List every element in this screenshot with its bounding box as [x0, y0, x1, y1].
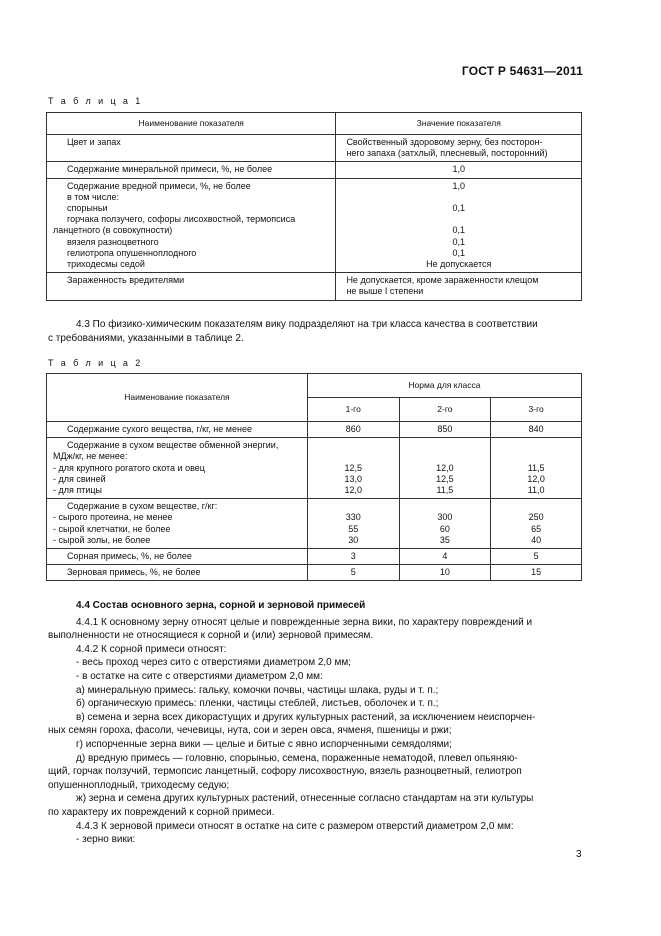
table1-row	[47, 273, 582, 300]
cell-line: 15	[531, 567, 542, 578]
paragraph-line: 4.3 По физико-химическим показателям вику подразделяют на три класса качества в соответствии	[76, 319, 538, 330]
cell-line: Содержание вредной примеси, %, не более	[67, 180, 251, 191]
cell-line	[406, 451, 485, 462]
cell-line: 1,0	[452, 164, 465, 175]
table2-header-group: Норма для класса	[307, 374, 581, 398]
table1-header-name: Наименование показателя	[47, 113, 336, 135]
cell-line: него запаха (затхлый, плесневый, посторонний)	[346, 148, 548, 159]
cell-line: 11,0	[527, 485, 545, 496]
cell-line: не выше I степени	[346, 286, 424, 297]
page-number: 3	[576, 849, 582, 860]
cell-line: Содержание в сухом веществе, г/кг:	[67, 501, 218, 512]
table2-header-name: Наименование показателя	[47, 374, 308, 422]
cell-line	[342, 214, 575, 225]
cell-line: 12,0	[527, 473, 545, 484]
table2-row	[47, 499, 582, 549]
section-line: 4.4.2 К сорной примеси относят:	[76, 643, 227, 655]
cell-line: 5	[350, 567, 356, 578]
cell-line	[497, 501, 575, 512]
table2-row	[47, 422, 582, 438]
table2-cell-name	[47, 438, 308, 499]
cell-line: 35	[439, 534, 450, 545]
section-line: 4.4.3 К зерновой примеси относят в остатке на сите с размером отверстий диаметром 2,0 мм:	[76, 820, 514, 832]
cell-line: 5	[533, 551, 539, 562]
cell-line: Сорная примесь, %, не более	[67, 551, 192, 562]
paragraph-line: с требованиями, указанными в таблице 2.	[48, 332, 244, 344]
table2-cell-class-3	[491, 499, 582, 549]
cell-line: 330	[345, 512, 361, 523]
cell-line: 860	[345, 424, 361, 434]
document-id: ГОСТ Р 54631—2011	[461, 64, 583, 78]
cell-line: 840	[528, 424, 544, 434]
cell-line: 1,0	[452, 180, 465, 191]
cell-line: 0,1	[452, 225, 465, 236]
cell-line: Содержание сухого вещества, г/кг, не менее	[67, 424, 252, 434]
cell-line	[406, 440, 485, 451]
section-line: щий, горчак ползучий, термопсис ланцетный, софору лисохвостную, вязель разноцветный, гелиотроп	[48, 766, 522, 778]
cell-line: 0,1	[452, 236, 465, 247]
table1-cell-name	[47, 273, 336, 300]
cell-line: 12,5	[344, 462, 362, 473]
cell-line: 250	[528, 512, 544, 523]
table2-cell-class-2	[399, 422, 491, 438]
cell-line: 12,0	[344, 485, 362, 496]
cell-line: 12,0	[436, 462, 454, 473]
table2-header-class-3: 3-го	[491, 398, 582, 422]
cell-line: Зараженность вредителями	[67, 275, 185, 286]
cell-line: Зерновая примесь, %, не более	[67, 567, 201, 578]
table2-row	[47, 565, 582, 581]
table2-cell-name	[47, 499, 308, 549]
cell-line: Не допускается, кроме зараженности клещом	[346, 275, 539, 286]
cell-line: ланцетного (в совокупности)	[53, 225, 173, 236]
section-line: д) вредную примесь — головню, спорынью, семена, пораженные нематодой, плевел опьяняю-	[76, 752, 518, 764]
cell-line	[406, 501, 485, 512]
table1-caption: Т а б л и ц а 1	[48, 96, 143, 106]
cell-line: вязеля разноцветного	[67, 236, 159, 247]
table2-cell-class-2	[399, 565, 491, 581]
table2-cell-class-1	[307, 438, 399, 499]
cell-line	[314, 440, 393, 451]
table1-row	[47, 135, 582, 162]
cell-line: - для птицы	[53, 485, 103, 496]
cell-line: - сырого протеина, не менее	[53, 512, 173, 523]
cell-line: 40	[531, 534, 542, 545]
cell-line: Содержание в сухом веществе обменной энергии,	[67, 440, 279, 451]
section-line: опушенноплодный, триходесму седую;	[48, 779, 230, 791]
cell-line: 850	[437, 424, 453, 434]
cell-line: 11,5	[527, 462, 545, 473]
section-line: 4.4.1 К основному зерну относят целые и поврежденные зерна вики, по характеру повреждений и	[76, 616, 533, 628]
cell-line: Цвет и запах	[67, 137, 121, 147]
table2-cell-class-3	[491, 422, 582, 438]
cell-line	[497, 440, 575, 451]
table2-cell-class-3	[491, 565, 582, 581]
table2-header-class-2: 2-го	[399, 398, 491, 422]
cell-line: Содержание минеральной примеси, %, не более	[67, 164, 273, 175]
table1-row	[47, 178, 582, 273]
cell-line: 300	[437, 512, 453, 523]
cell-line: 3	[350, 551, 356, 562]
table2	[46, 373, 582, 581]
table2-cell-class-3	[491, 438, 582, 499]
paragraph-4-3	[48, 318, 582, 345]
cell-line: 0,1	[452, 247, 465, 258]
cell-line: 55	[348, 523, 359, 534]
cell-line: 60	[439, 523, 450, 534]
table1-cell-value	[336, 178, 582, 273]
table1-cell-name	[47, 178, 336, 273]
table1-cell-value	[336, 273, 582, 300]
table2-cell-class-1	[307, 565, 399, 581]
cell-line	[314, 451, 393, 462]
cell-line	[342, 192, 575, 203]
cell-line: МДж/кг, не менее:	[53, 451, 128, 462]
section-line: ных семян гороха, фасоли, чечевицы, нута, сои и зерен овса, ячменя, пшеницы и ржи;	[48, 725, 452, 737]
cell-line: 65	[531, 523, 542, 534]
cell-line: - сырой золы, не более	[53, 534, 151, 545]
cell-line: 13,0	[344, 473, 362, 484]
cell-line: Не допускается	[426, 259, 492, 270]
table2-row	[47, 549, 582, 565]
table2-header-class-1: 1-го	[307, 398, 399, 422]
cell-line	[314, 501, 393, 512]
table2-row	[47, 438, 582, 499]
table2-cell-class-1	[307, 549, 399, 565]
section-line: в) семена и зерна всех дикорастущих и других культурных растений, за исключением неиспорчен-	[76, 711, 536, 723]
section-line: б) органическую примесь: пленки, частицы стеблей, листьев, оболочек и т. п.;	[76, 698, 439, 710]
section-title: 4.4 Состав основного зерна, сорной и зерновой примесей	[76, 600, 366, 611]
table2-cell-class-2	[399, 438, 491, 499]
table2-cell-class-2	[399, 549, 491, 565]
cell-line: 12,5	[436, 473, 454, 484]
section-line: г) испорченные зерна вики — целые и битые с явно испорченными семядолями;	[76, 738, 452, 750]
cell-line: 4	[442, 551, 448, 562]
table2-cell-name	[47, 549, 308, 565]
section-line: - зерно вики:	[76, 834, 136, 846]
cell-line	[497, 451, 575, 462]
table2-cell-class-1	[307, 422, 399, 438]
table1-cell-value	[336, 162, 582, 178]
section-line: по характеру их повреждений к сорной примеси.	[48, 806, 275, 818]
cell-line: 11,5	[436, 485, 454, 496]
cell-line: - для крупного рогатого скота и овец	[53, 462, 205, 473]
table2-cell-class-2	[399, 499, 491, 549]
section-line: а) минеральную примесь: гальку, комочки почвы, частицы шлака, руды и т. п.;	[76, 684, 439, 696]
cell-line: горчака ползучего, софоры лисохвостной, термопсиса	[67, 214, 296, 225]
section-line: - в остатке на сите с отверстиями диаметром 2,0 мм:	[76, 670, 323, 682]
table1-header-value: Значение показателя	[336, 113, 582, 135]
section-4-4	[48, 599, 582, 847]
cell-line: гелиотропа опушенноплодного	[67, 247, 197, 258]
section-line: ж) зерна и семена других культурных растений, отнесенные согласно стандартам на эти культуры	[76, 793, 534, 805]
cell-line: - для свиней	[53, 473, 106, 484]
table2-cell-name	[47, 422, 308, 438]
table2-cell-name	[47, 565, 308, 581]
table1-cell-name	[47, 162, 336, 178]
cell-line: - сырой клетчатки, не более	[53, 523, 171, 534]
table2-cell-class-3	[491, 549, 582, 565]
cell-line: Свойственный здоровому зерну, без посторон-	[346, 137, 543, 147]
section-line: выполненности не относящиеся к сорной и (или) зерновой примесям.	[48, 630, 374, 642]
cell-line: 30	[348, 534, 359, 545]
table1	[46, 112, 582, 301]
section-line: - весь проход через сито с отверстиями диаметром 2,0 мм;	[76, 657, 352, 669]
cell-line: в том числе:	[67, 191, 119, 202]
cell-line: 0,1	[452, 203, 465, 214]
table2-caption: Т а б л и ц а 2	[48, 358, 143, 368]
table1-cell-value	[336, 135, 582, 162]
table1-cell-name	[47, 135, 336, 162]
table2-cell-class-1	[307, 499, 399, 549]
cell-line: спорыньи	[67, 203, 108, 214]
cell-line: триходесмы седой	[67, 259, 145, 270]
table1-row	[47, 162, 582, 178]
cell-line: 10	[439, 567, 450, 578]
